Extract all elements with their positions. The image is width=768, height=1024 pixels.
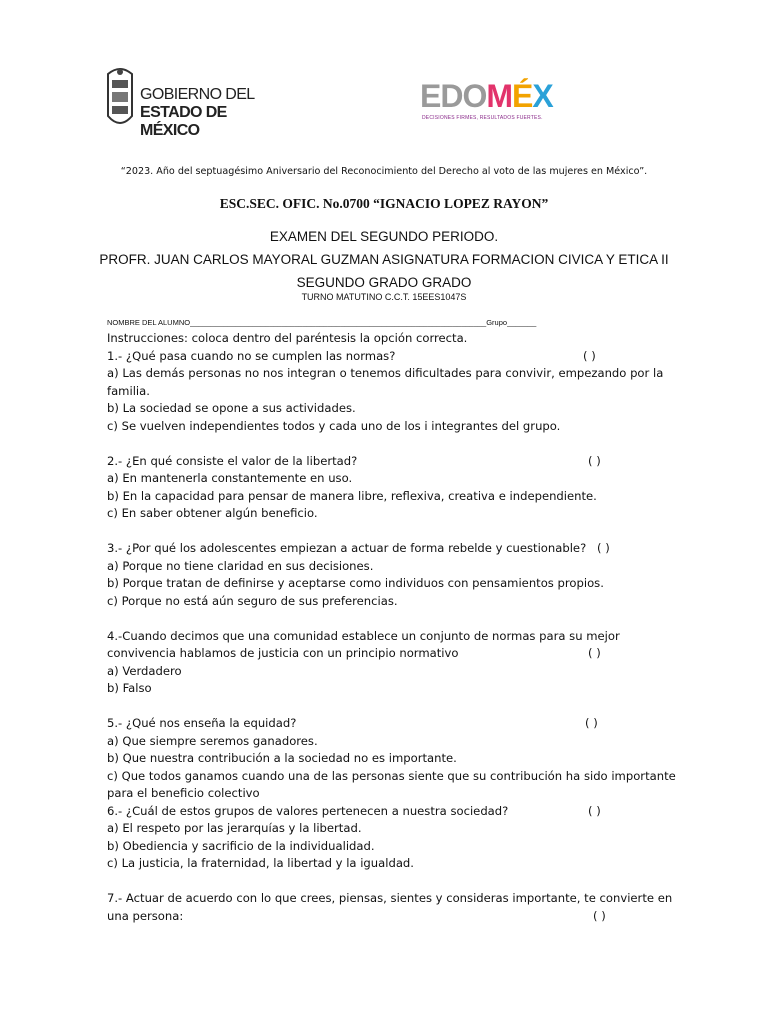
q5-option-b: b) Que nuestra contribución a la sociedad no es importante. [107, 751, 457, 765]
state-seal-icon [104, 64, 136, 134]
q2-option-c: c) En saber obtener algún beneficio. [107, 506, 318, 520]
question-4-cont [107, 645, 667, 663]
q1-option-a-cont: familia. [107, 383, 150, 398]
question-4-text: convivencia hablamos de justicia con un principio normativo [107, 646, 459, 660]
question-2 [107, 453, 667, 471]
q3-option-c: c) Porque no está aún seguro de sus preferencias. [107, 593, 398, 608]
edomex-m: M [486, 78, 512, 114]
exam-title: EXAMEN DEL SEGUNDO PERIODO. [269, 229, 499, 244]
question-1 [107, 348, 667, 366]
answer-blank-3[interactable]: ( ) [597, 541, 610, 555]
answer-blank-6[interactable]: ( ) [588, 803, 601, 818]
q6-option-c: c) La justicia, la fraternidad, la libertad y la igualdad. [107, 856, 414, 870]
q6-option-b: b) Obediencia y sacrificio de la individualidad. [107, 838, 375, 853]
answer-blank-1[interactable]: ( ) [583, 348, 596, 363]
gov-logo-line2: ESTADO DE MÉXICO [140, 104, 227, 139]
question-3 [107, 540, 667, 558]
q5-option-c: c) Que todos ganamos cuando una de las personas siente que su contribución ha sido importante [107, 768, 676, 783]
q1-option-b: b) La sociedad se opone a sus actividades. [107, 401, 356, 415]
q4-option-b: b) Falso [107, 681, 152, 695]
instructions: Instrucciones: coloca dentro del paréntesis la opción correcta. [107, 331, 468, 345]
question-3-text: 3.- ¿Por qué los adolescentes empiezan a actuar de forma rebelde y cuestionable? [107, 541, 587, 555]
q3-option-b: b) Porque tratan de definirse y aceptarse como individuos con pensamientos propios. [107, 576, 604, 590]
answer-blank-7[interactable]: ( ) [593, 908, 606, 923]
gobierno-estado-mexico-logo [104, 64, 264, 139]
q2-option-b: b) En la capacidad para pensar de manera libre, reflexiva, creativa e independiente. [107, 488, 597, 503]
question-2-text: 2.- ¿En qué consiste el valor de la libertad? [107, 453, 358, 468]
question-5-text: 5.- ¿Qué nos enseña la equidad? [107, 716, 297, 730]
q3-option-a: a) Porque no tiene claridad en sus decisiones. [107, 558, 374, 573]
shift-cct: TURNO MATUTINO C.C.T. 15EES1047S [301, 292, 467, 302]
grade: SEGUNDO GRADO GRADO [296, 275, 472, 290]
teacher-subject: PROFR. JUAN CARLOS MAYORAL GUZMAN ASIGNATURA FORMACION CIVICA Y ETICA II [99, 252, 669, 267]
edomex-e: É [512, 78, 533, 114]
question-7: 7.- Actuar de acuerdo con lo que crees, piensas, sientes y consideras importante, te convierte en [107, 891, 673, 905]
question-7-cont [107, 908, 667, 926]
q1-option-c: c) Se vuelven independientes todos y cada uno de los i integrantes del grupo. [107, 418, 561, 433]
question-7-text: una persona: [107, 908, 184, 923]
answer-blank-4[interactable]: ( ) [588, 646, 601, 660]
q5-option-a: a) Que siempre seremos ganadores. [107, 733, 318, 748]
question-1-text: 1.- ¿Qué pasa cuando no se cumplen las normas? [107, 348, 396, 363]
question-5 [107, 715, 667, 733]
question-6 [107, 803, 667, 821]
question-6-text: 6.- ¿Cuál de estos grupos de valores pertenecen a nuestra sociedad? [107, 803, 509, 818]
school-name: ESC.SEC. OFIC. No.0700 “IGNACIO LOPEZ RAYON” [219, 196, 549, 211]
exam-body [107, 330, 676, 925]
answer-blank-5[interactable]: ( ) [585, 716, 598, 730]
edomex-logo [420, 78, 560, 128]
answer-blank-2[interactable]: ( ) [588, 453, 601, 468]
edomex-edo: EDO [420, 78, 487, 114]
question-4: 4.-Cuando decimos que una comunidad establece un conjunto de normas para su mejor [107, 628, 620, 643]
edomex-slogan: DECISIONES FIRMES, RESULTADOS FUERTES. [422, 115, 543, 121]
student-name-field[interactable]: NOMBRE DEL ALUMNO_______________________________________________________________________Grupo_______ [107, 318, 537, 327]
edomex-x: X [532, 78, 553, 114]
edomex-wordmark [420, 78, 553, 114]
q6-option-a: a) El respeto por las jerarquías y la libertad. [107, 821, 362, 835]
q2-option-a: a) En mantenerla constantemente en uso. [107, 471, 353, 485]
q4-option-a: a) Verdadero [107, 663, 182, 678]
q1-option-a: a) Las demás personas no nos integran o tenemos dificultades para convivir, empezando por la [107, 366, 664, 380]
motto: “2023. Año del septuagésimo Aniversario del Reconocimiento del Derecho al voto de las mujeres en México”. [120, 166, 648, 177]
gov-logo-line1: GOBIERNO DEL [140, 86, 255, 103]
q5-option-c-cont: para el beneficio colectivo [107, 786, 260, 800]
